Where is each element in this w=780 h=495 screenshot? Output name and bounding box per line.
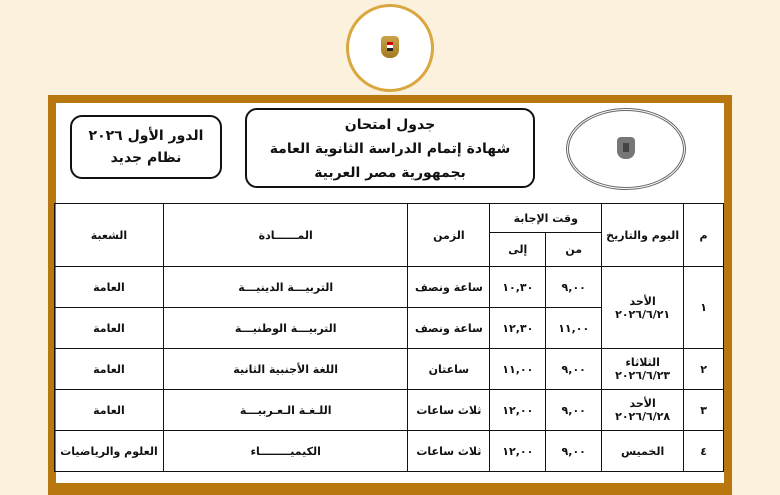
- duration: ساعتان: [408, 349, 490, 390]
- subject: الكيميــــــــاء: [163, 431, 408, 472]
- header-duration: الزمن: [408, 204, 490, 267]
- day-date-cell: [602, 431, 684, 472]
- to-time: ١٢,٣٠: [490, 308, 546, 349]
- ministry-logo: [346, 4, 434, 92]
- day: الخميس: [621, 444, 665, 458]
- day: الثلاثاء: [625, 356, 660, 369]
- header-num: م: [684, 204, 724, 267]
- subject: التربيـــة الدينيـــة: [163, 267, 408, 308]
- session-box: [70, 115, 222, 179]
- subject: التربيـــة الوطنيـــة: [163, 308, 408, 349]
- title-box: [245, 108, 535, 188]
- branch: العامة: [55, 308, 164, 349]
- duration: ساعة ونصف: [408, 267, 490, 308]
- header-to: إلى: [490, 233, 546, 267]
- to-time: ١١,٠٠: [490, 349, 546, 390]
- header-answer-time: وقت الإجابة: [490, 204, 602, 233]
- table-row: [55, 431, 724, 472]
- header-from: من: [546, 233, 602, 267]
- day: الأحد: [629, 397, 656, 410]
- date: ٢٠٢٦/٦/٢٨: [615, 410, 671, 423]
- title-line-1: جدول امتحان: [344, 117, 436, 133]
- table-row: [55, 267, 724, 308]
- branch: العامة: [55, 390, 164, 431]
- eagle-emblem-icon: [381, 36, 399, 58]
- branch: العلوم والرياضيات: [55, 431, 164, 472]
- branch: العامة: [55, 267, 164, 308]
- eagle-emblem-icon: [617, 137, 635, 159]
- system-label: نظام جديد: [110, 150, 182, 166]
- to-time: ١٢,٠٠: [490, 390, 546, 431]
- branch: العامة: [55, 349, 164, 390]
- from-time: ٩,٠٠: [546, 431, 602, 472]
- row-num: ٣: [684, 390, 724, 431]
- exam-schedule-document: [56, 103, 724, 483]
- header-subject: المــــــادة: [163, 204, 408, 267]
- table-row: [55, 349, 724, 390]
- day-date-cell: [602, 349, 684, 390]
- duration: ثلاث ساعات: [408, 431, 490, 472]
- from-time: ٩,٠٠: [546, 390, 602, 431]
- header-day-date: اليوم والتاريخ: [602, 204, 684, 267]
- row-num: ١: [684, 267, 724, 349]
- subject: اللـغـة الـعـربيـــة: [163, 390, 408, 431]
- from-time: ١١,٠٠: [546, 308, 602, 349]
- to-time: ١٢,٠٠: [490, 431, 546, 472]
- subject: اللغة الأجنبية الثانية: [163, 349, 408, 390]
- date: ٢٠٢٦/٦/٢١: [615, 307, 671, 321]
- duration: ساعة ونصف: [408, 308, 490, 349]
- table-row: [55, 390, 724, 431]
- day-date-cell: [602, 390, 684, 431]
- date: ٢٠٢٦/٦/٢٣: [615, 369, 671, 382]
- header-branch: الشعبة: [55, 204, 164, 267]
- to-time: ١٠,٣٠: [490, 267, 546, 308]
- duration: ثلاث ساعات: [408, 390, 490, 431]
- from-time: ٩,٠٠: [546, 267, 602, 308]
- row-num: ٢: [684, 349, 724, 390]
- day: الأحد: [629, 294, 656, 308]
- document-ministry-logo: [566, 108, 686, 190]
- row-num: ٤: [684, 431, 724, 472]
- title-line-3: بجمهورية مصر العربية: [314, 165, 466, 181]
- from-time: ٩,٠٠: [546, 349, 602, 390]
- title-line-2: شهادة إتمام الدراسة الثانوية العامة: [269, 141, 511, 157]
- exam-schedule-table: [54, 203, 724, 472]
- session-label: الدور الأول ٢٠٢٦: [88, 128, 204, 144]
- day-date-cell: [602, 267, 684, 349]
